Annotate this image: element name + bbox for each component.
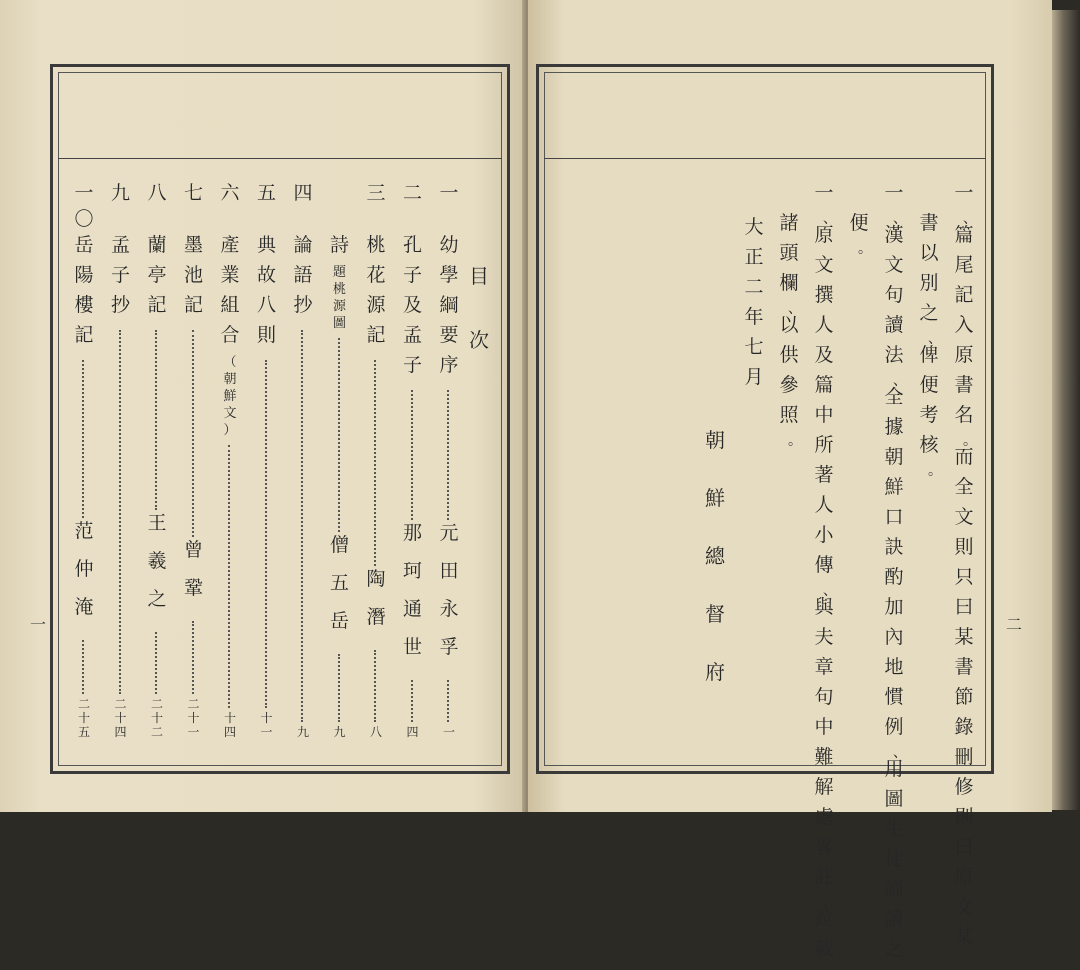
preface-char: 修 — [954, 776, 974, 798]
toc-entry-title-char: 亭 — [147, 264, 167, 286]
toc-entry-title-char: 幼 — [439, 234, 459, 256]
publisher — [702, 430, 728, 720]
leader-dots — [265, 360, 269, 708]
preface-char: 而 — [954, 446, 974, 468]
preface-char: 慣 — [884, 686, 904, 708]
toc-entry-title-char: 要 — [439, 324, 459, 346]
toc-entry-title-char: 典 — [256, 234, 276, 256]
book-edge — [1052, 10, 1080, 810]
toc-entry-author-char: 之 — [147, 588, 167, 610]
toc-number-char: 四 — [293, 182, 313, 204]
toc-entry-page-char: 二 — [150, 725, 163, 739]
toc-entry-author-char: 那 — [402, 521, 422, 544]
toc-entry-page-char: 十 — [187, 710, 200, 725]
toc-entry-author-char: 曾 — [183, 539, 203, 562]
toc-entry-author-char: 孚 — [439, 635, 459, 658]
preface-char: 。 — [963, 433, 977, 449]
preface-char: 便 — [849, 212, 869, 234]
toc-entry-title-char: 岳 — [74, 234, 94, 256]
preface-page — [528, 0, 1052, 960]
preface-char: 原 — [814, 224, 834, 246]
preface-char: 節 — [954, 686, 974, 708]
toc-entry-page-char: 十 — [150, 711, 163, 725]
toc-title-char: 目 — [469, 264, 489, 288]
toc-entry-title-char: 孔 — [402, 234, 422, 256]
toc-entry-title-char: 孟 — [402, 324, 422, 346]
preface-char: 、 — [823, 895, 837, 911]
toc-title-char: 次 — [469, 328, 489, 352]
toc-entry-subtitle-char: （ — [223, 355, 237, 370]
toc-entry-page-char: 十 — [223, 711, 236, 725]
toc-number-char: 二 — [402, 182, 422, 204]
preface-char: 據 — [884, 416, 904, 438]
toc-entry-number — [254, 184, 280, 236]
toc-entry-author-char: 僧 — [329, 534, 349, 557]
publisher-char: 鮮 — [705, 486, 725, 510]
date-char: 正 — [744, 246, 764, 268]
preface-char: 地 — [884, 656, 904, 678]
preface-char: 照 — [779, 404, 799, 426]
preface-char: 圖 — [884, 788, 904, 810]
toc-entry-author-char: 鞏 — [183, 577, 203, 600]
preface-char: 篇 — [814, 374, 834, 396]
toc-entry-title-char: 組 — [220, 294, 240, 316]
preface-char: 、 — [928, 331, 942, 347]
preface-char: 酌 — [884, 566, 904, 588]
toc-entry — [254, 184, 280, 742]
toc-entry-title-char: 蘭 — [147, 234, 167, 256]
toc-entry-author-char: 田 — [439, 559, 459, 582]
toc-entry-page-char: 四 — [114, 725, 127, 739]
leader-dots — [192, 330, 196, 537]
preface-line — [881, 184, 907, 970]
toc-entry-page-char: 二 — [150, 697, 163, 711]
preface-char: 欄 — [779, 272, 799, 294]
toc-number-char: 七 — [183, 182, 203, 204]
publisher-char: 朝 — [705, 428, 725, 452]
preface-char: 、 — [893, 211, 907, 227]
preface-char: 一 — [814, 182, 834, 204]
toc-entry-subtitle-char: 鮮 — [223, 389, 237, 404]
toc-entry-page-char: 十 — [77, 710, 90, 725]
date-char: 月 — [744, 366, 764, 388]
preface-char: 、 — [823, 211, 837, 227]
preface-char: 朝 — [884, 446, 904, 468]
leader-dots — [82, 360, 86, 518]
toc-entry-subtitle-char: 題 — [332, 265, 346, 280]
preface-char: 竝 — [814, 908, 834, 930]
preface-char: 記 — [954, 284, 974, 306]
toc-entry-author-char: 通 — [402, 597, 422, 620]
toc-number-char: 三 — [366, 182, 386, 204]
preface-char: 文 — [814, 254, 834, 276]
toc-entry-title-char: 及 — [402, 294, 422, 316]
preface-char: 頭 — [779, 242, 799, 264]
preface-char: 、 — [893, 745, 907, 761]
leader-dots — [374, 360, 378, 566]
toc-entry-title-char: 記 — [366, 324, 386, 346]
toc-entry-author-char: 岳 — [329, 610, 349, 633]
preface-date — [741, 218, 767, 398]
preface-line — [846, 214, 872, 256]
toc-entry-title-char: 孟 — [110, 234, 130, 256]
toc-entry — [71, 184, 97, 742]
toc-entry-title-char: 記 — [74, 324, 94, 346]
toc-entry-page-char: 一 — [260, 725, 273, 739]
toc-entry-author-char: 珂 — [402, 559, 422, 582]
preface-char: 訣 — [884, 536, 904, 558]
preface-char: 以 — [919, 242, 939, 264]
toc-entry-title-char: 業 — [220, 264, 240, 286]
toc-entry-author-char: 永 — [439, 597, 459, 620]
toc-entry-page-char: 一 — [187, 724, 200, 739]
preface-line — [916, 214, 942, 478]
preface-char: 解 — [814, 776, 834, 798]
toc-number-char: 六 — [220, 182, 240, 204]
preface-line — [951, 184, 977, 958]
toc-entry-author-char: 淹 — [74, 596, 94, 619]
toc-entry-author-char: 潛 — [366, 605, 386, 628]
preface-char: 載 — [814, 938, 834, 960]
toc-entry — [290, 184, 316, 742]
preface-char: 、 — [788, 301, 802, 317]
leader-dots — [338, 338, 342, 532]
toc-entry-page-char: 四 — [406, 724, 419, 739]
preface-char: 讀 — [884, 314, 904, 336]
toc-entry — [108, 184, 134, 742]
preface-char: 例 — [884, 716, 904, 738]
preface-char: 內 — [884, 626, 904, 648]
toc-entry-title-char: 子 — [110, 264, 130, 286]
preface-char: 註 — [814, 866, 834, 888]
toc-entry-number — [436, 184, 462, 236]
preface-char: 文 — [954, 896, 974, 918]
toc-number-char: 八 — [147, 182, 167, 204]
toc-entry-page-char: 五 — [77, 724, 90, 739]
leader-dots — [119, 330, 123, 694]
toc-entry-author-char: 世 — [402, 635, 422, 658]
toc-entry-number — [71, 184, 97, 236]
leader-dots — [338, 654, 342, 722]
toc-entry-page-char: 二 — [77, 696, 90, 711]
toc-entry-author-char: 五 — [329, 572, 349, 595]
preface-char: 文 — [954, 506, 974, 528]
toc-number-char: 一 — [439, 182, 459, 204]
page-number-right: 二 — [1006, 615, 1023, 634]
preface-char: 及 — [814, 344, 834, 366]
toc-entry-page-char: 四 — [223, 725, 236, 739]
preface-char: 核 — [919, 434, 939, 456]
toc-entry-subtitle-char: 文 — [223, 406, 237, 421]
preface-char: 、 — [963, 211, 977, 227]
preface-char: 入 — [954, 314, 974, 336]
preface-char: 中 — [814, 404, 834, 426]
preface-char: 難 — [814, 746, 834, 768]
toc-entry-subtitle-char: 圖 — [332, 316, 346, 331]
preface-char: 章 — [814, 656, 834, 678]
preface-char: 尾 — [954, 254, 974, 276]
date-char: 年 — [744, 306, 764, 328]
toc-entry-title-char: 墨 — [183, 234, 203, 256]
preface-char: 書 — [954, 374, 974, 396]
preface-char: 刪 — [954, 746, 974, 768]
toc-entry-title-char: 記 — [183, 294, 203, 316]
toc-entry-author-char: 王 — [147, 512, 167, 534]
preface-char: 中 — [814, 716, 834, 738]
preface-char: 誦 — [884, 878, 904, 900]
preface-char: 漢 — [884, 224, 904, 246]
preface-char: 曰 — [954, 596, 974, 618]
toc-number-char: 一 — [74, 182, 94, 204]
toc-entry-title-char: 源 — [366, 294, 386, 316]
toc-entry-title-char: 記 — [147, 294, 167, 316]
preface-char: 供 — [779, 344, 799, 366]
preface-char: 傳 — [814, 554, 834, 576]
preface-char: 。 — [928, 463, 942, 479]
toc-entry-title-char: 產 — [220, 234, 240, 256]
toc-entry-page-char: 十 — [260, 711, 273, 725]
preface-line — [811, 184, 837, 970]
preface-char: 句 — [884, 284, 904, 306]
preface-char: 生 — [884, 818, 904, 840]
toc-number-char: 〇 — [74, 208, 94, 230]
toc-entry-author-char: 陶 — [366, 567, 386, 590]
toc-entry-subtitle-char: ） — [223, 423, 237, 438]
toc-entry-subtitle-char: 源 — [332, 299, 346, 314]
leader-dots — [192, 621, 196, 694]
leader-dots — [374, 650, 378, 722]
leader-dots — [155, 632, 159, 694]
toc-entry-title-char: 合 — [220, 324, 240, 346]
preface-char: 撰 — [814, 284, 834, 306]
toc-entry-title-char: 八 — [256, 294, 276, 316]
leader-dots — [301, 330, 305, 722]
preface-char: 徒 — [884, 848, 904, 870]
preface-char: 篇 — [954, 224, 974, 246]
leader-dots — [228, 445, 232, 708]
toc-number-char: 九 — [110, 182, 130, 204]
preface-char: 一 — [954, 182, 974, 204]
toc-entry-number — [363, 184, 389, 236]
preface-char: 則 — [954, 806, 974, 828]
preface-char: 一 — [884, 182, 904, 204]
preface-char: 則 — [954, 536, 974, 558]
toc-title — [466, 266, 492, 394]
toc-entry-title-char: 論 — [293, 234, 313, 256]
preface-char: 畧 — [814, 836, 834, 858]
leader-dots — [155, 330, 159, 510]
toc-entry-number — [290, 184, 316, 236]
head-rule — [544, 158, 986, 159]
preface-char: 全 — [884, 386, 904, 408]
preface-char: 錄 — [954, 716, 974, 738]
preface-char: 別 — [919, 272, 939, 294]
toc-entry-title-char: 池 — [183, 264, 203, 286]
toc-entry-title-char: 桃 — [366, 234, 386, 256]
toc-entry-author-char: 元 — [439, 521, 459, 544]
toc-entry-title-char: 抄 — [293, 294, 313, 316]
preface-char: 以 — [779, 314, 799, 336]
preface-char: 所 — [814, 434, 834, 456]
preface-char: 。 — [788, 433, 802, 449]
preface-char: 俾 — [919, 344, 939, 366]
preface-char: 鮮 — [884, 476, 904, 498]
toc-entry-title-char: 故 — [256, 264, 276, 286]
preface-char: 與 — [814, 596, 834, 618]
toc-entry-subtitle-char: 桃 — [332, 282, 346, 297]
toc-entry-subtitle-char: 朝 — [223, 372, 237, 387]
preface-char: 之 — [884, 938, 904, 960]
toc-entry-page-char: 十 — [114, 711, 127, 725]
toc-entry-page-char: 九 — [333, 724, 346, 739]
preface-char: 用 — [884, 758, 904, 780]
preface-line — [776, 214, 802, 448]
toc-entry-author-char: 范 — [74, 520, 94, 543]
preface-char: 夫 — [814, 626, 834, 648]
toc-entry-author-char: 羲 — [147, 550, 167, 572]
toc-entry-title-char: 語 — [293, 264, 313, 286]
toc-entry-title-char: 學 — [439, 264, 459, 286]
toc-entry — [400, 184, 426, 742]
toc-entry-title-char: 樓 — [74, 294, 94, 316]
toc-entry-title-char: 花 — [366, 264, 386, 286]
date-char: 二 — [744, 276, 764, 298]
toc-entry-page-char: 八 — [369, 724, 382, 739]
page-number-left: 一 — [30, 615, 47, 634]
preface-char: 法 — [884, 344, 904, 366]
preface-char: 、 — [823, 583, 837, 599]
leader-dots — [447, 390, 451, 520]
toc-entry-number — [108, 184, 134, 236]
toc-entry — [436, 184, 462, 742]
toc-entry-author-char: 仲 — [74, 558, 94, 581]
leader-dots — [82, 640, 86, 694]
preface-char: 某 — [954, 926, 974, 948]
publisher-char: 總 — [705, 544, 725, 568]
head-rule — [58, 158, 502, 159]
preface-char: 某 — [954, 626, 974, 648]
toc-entry — [363, 184, 389, 742]
leader-dots — [411, 680, 415, 722]
preface-char: 原 — [954, 866, 974, 888]
preface-char: 人 — [814, 494, 834, 516]
toc-entry-title-char: 子 — [402, 264, 422, 286]
toc-entry — [327, 184, 353, 742]
preface-char: 人 — [814, 314, 834, 336]
toc-entry-title-char: 詩 — [329, 234, 349, 256]
publisher-char: 督 — [705, 602, 725, 626]
preface-char: 只 — [954, 566, 974, 588]
toc-entry-title-char: 則 — [256, 324, 276, 346]
toc-entry-number — [144, 184, 170, 236]
toc-entry-page-char: 九 — [296, 725, 309, 739]
preface-char: 加 — [884, 596, 904, 618]
leader-dots — [447, 680, 451, 722]
publisher-char: 府 — [705, 660, 725, 684]
preface-char: 考 — [919, 404, 939, 426]
preface-char: 句 — [814, 686, 834, 708]
preface-char: 著 — [814, 464, 834, 486]
preface-char: 。 — [858, 241, 872, 257]
preface-char: 讀 — [884, 908, 904, 930]
preface-char: 參 — [779, 374, 799, 396]
toc-entry-number — [400, 184, 426, 236]
toc-entry-title-char: 序 — [439, 354, 459, 376]
toc-entry-page-char: 二 — [187, 696, 200, 711]
date-char: 七 — [744, 336, 764, 358]
preface-char: 處 — [814, 806, 834, 828]
preface-char: 書 — [954, 656, 974, 678]
preface-char: 文 — [884, 254, 904, 276]
date-char: 大 — [744, 216, 764, 238]
preface-char: 小 — [814, 524, 834, 546]
toc-entry-page-char: 二 — [114, 697, 127, 711]
preface-char: 便 — [919, 374, 939, 396]
preface-char: 諸 — [779, 212, 799, 234]
preface-char: 口 — [884, 506, 904, 528]
preface-char: 、 — [893, 373, 907, 389]
toc-page — [0, 0, 526, 812]
preface-char: 全 — [954, 476, 974, 498]
preface-char: 之 — [919, 302, 939, 324]
preface-char: 書 — [919, 212, 939, 234]
preface-char: 曰 — [954, 836, 974, 858]
leader-dots — [411, 390, 415, 520]
toc-entry — [217, 184, 243, 742]
toc-entry — [144, 184, 170, 742]
toc-entry-title-char: 抄 — [110, 294, 130, 316]
toc-entry-title-char: 綱 — [439, 294, 459, 316]
preface-char: 原 — [954, 344, 974, 366]
toc-number-char: 五 — [256, 182, 276, 204]
toc-entry-title-char: 子 — [402, 354, 422, 376]
toc-entry-title-char: 陽 — [74, 264, 94, 286]
toc-entry-number — [217, 184, 243, 236]
preface-char: 名 — [954, 404, 974, 426]
toc-entry-number — [181, 184, 207, 236]
toc-entry — [181, 184, 207, 742]
toc-entry-page-char: 一 — [442, 724, 455, 739]
